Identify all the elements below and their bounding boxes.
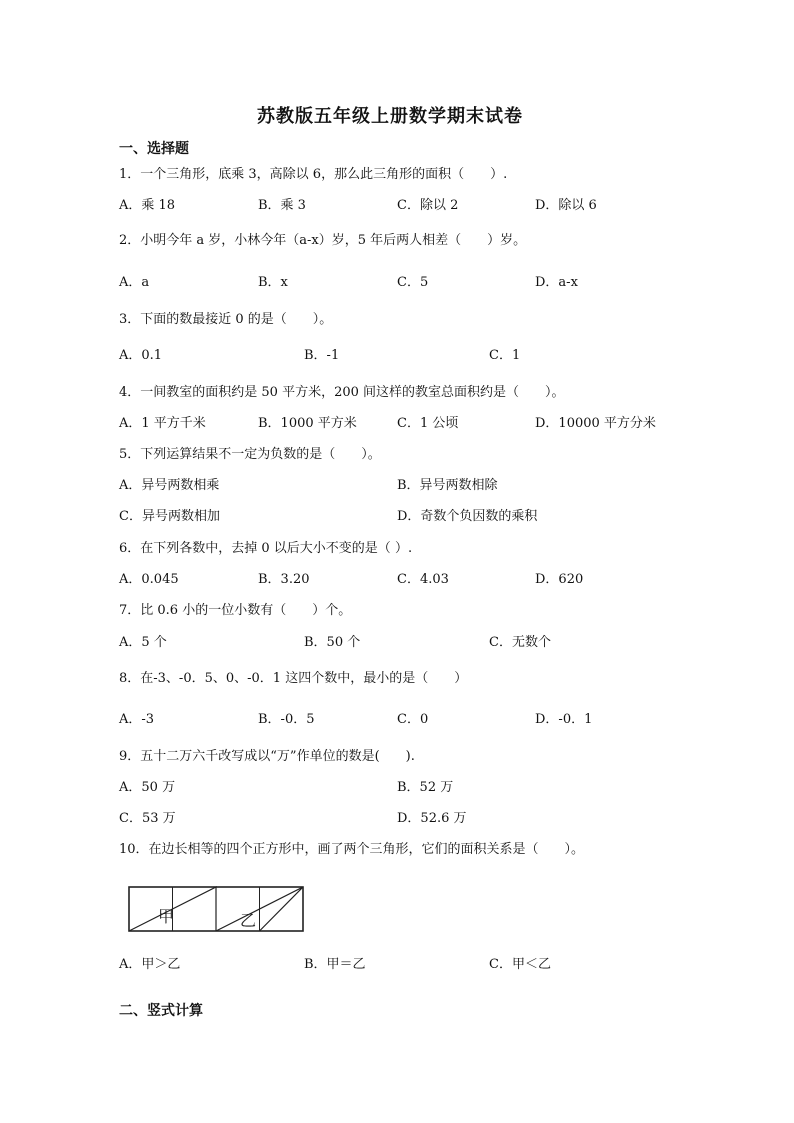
option-9a: A．50 万: [119, 780, 176, 795]
option-3c: C．1: [489, 348, 521, 363]
option-4b: B．1000 平方米: [258, 416, 357, 431]
option-7b: B．50 个: [304, 635, 361, 650]
option-5a: A．异号两数相乘: [119, 478, 220, 493]
option-4c: C．1 公顷: [397, 416, 459, 431]
option-5d: D．奇数个负因数的乘积: [397, 509, 538, 524]
question-3: 3．下面的数最接近 0 的是（ ）。: [119, 312, 333, 327]
option-1d: D．除以 6: [535, 198, 597, 213]
option-4d: D．10000 平方分米: [535, 416, 656, 431]
label-jia: 甲: [158, 907, 175, 926]
option-8d: D．-0．1: [535, 712, 593, 727]
four-squares-triangles-figure: [128, 886, 304, 932]
option-9c: C．53 万: [119, 811, 176, 826]
option-6a: A．0.045: [119, 572, 179, 587]
option-8c: C．0: [397, 712, 429, 727]
option-7c: C．无数个: [489, 635, 551, 650]
question-8: 8．在-3、-0．5、0、-0．1 这四个数中，最小的是（ ）: [119, 671, 468, 686]
option-4a: A．1 平方千米: [119, 416, 206, 431]
option-7a: A．5 个: [119, 635, 167, 650]
question-1: 1．一个三角形，底乘 3，高除以 6，那么此三角形的面积（ ）.: [119, 167, 508, 182]
question-4: 4．一间教室的面积约是 50 平方米，200 间这样的教室总面积约是（ ）。: [119, 385, 565, 400]
option-6c: C．4.03: [397, 572, 449, 587]
question-5: 5．下列运算结果不一定为负数的是（ ）。: [119, 447, 381, 462]
option-2b: B．x: [258, 275, 288, 290]
section-heading-vertical-calc: 二、竖式计算: [119, 1003, 203, 1019]
option-8b: B．-0．5: [258, 712, 315, 727]
option-10b: B．甲＝乙: [304, 957, 366, 972]
option-1c: C．除以 2: [397, 198, 459, 213]
page-title: 苏教版五年级上册数学期末试卷: [257, 106, 523, 127]
option-6b: B．3.20: [258, 572, 310, 587]
option-1a: A．乘 18: [119, 198, 176, 213]
question-10: 10．在边长相等的四个正方形中，画了两个三角形，它们的面积关系是（ ）。: [119, 842, 585, 857]
option-10a: A．甲＞乙: [119, 957, 181, 972]
option-3b: B．-1: [304, 348, 340, 363]
option-2a: A．a: [119, 275, 150, 290]
option-1b: B．乘 3: [258, 198, 306, 213]
option-5c: C．异号两数相加: [119, 509, 220, 524]
label-yi: 乙: [240, 911, 257, 930]
option-5b: B．异号两数相除: [397, 478, 498, 493]
question-6: 6．在下列各数中，去掉 0 以后大小不变的是（ ）.: [119, 541, 413, 556]
question-9: 9．五十二万六千改写成以“万”作单位的数是( ).: [119, 749, 415, 764]
option-2d: D．a-x: [535, 275, 578, 290]
option-10c: C．甲＜乙: [489, 957, 551, 972]
option-6d: D．620: [535, 572, 584, 587]
option-9d: D．52.6 万: [397, 811, 467, 826]
question-2: 2．小明今年 a 岁，小林今年（a-x）岁，5 年后两人相差（ ）岁。: [119, 233, 527, 248]
section-heading-choice: 一、选择题: [119, 141, 189, 157]
option-3a: A．0.1: [119, 348, 163, 363]
question-7: 7．比 0.6 小的一位小数有（ ）个。: [119, 603, 352, 618]
option-9b: B．52 万: [397, 780, 454, 795]
option-2c: C．5: [397, 275, 429, 290]
option-8a: A．-3: [119, 712, 155, 727]
